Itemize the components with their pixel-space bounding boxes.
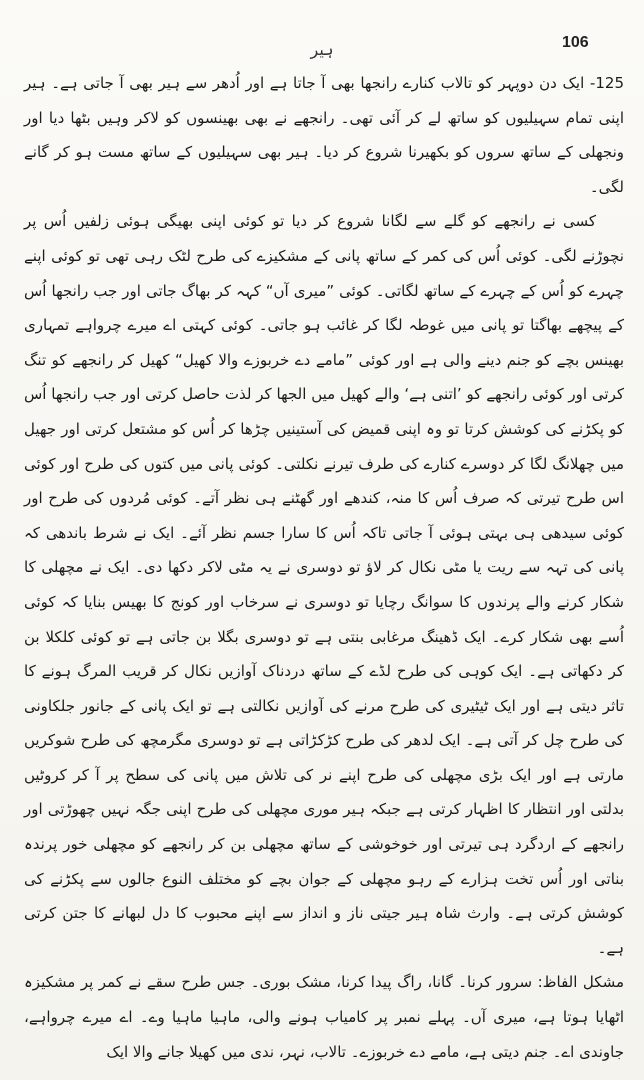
page-number: 106 — [562, 34, 589, 51]
glossary-paragraph: مشکل الفاظ: سرور کرنا۔ گانا، راگ پیدا کرنا، مشک بوری۔ جس طرح سقے نے کمر پر مشکیزہ اٹھایا ہوتا ہے، میری آں۔ پہلے نمبر پر کامیاب ہونے والی، ماہیا ماہیا وے۔ اے میرے چرواہے، جاوندی اے۔ جنم دیتی ہے، مامے دے خربوزے۔ تالاب، نہر، ندی میں کھیلا جانے والا ایک — [24, 973, 624, 1061]
running-head: ہیر — [310, 40, 334, 59]
body-text — [24, 66, 624, 1069]
paragraph-125: 125- ایک دن دوپہر کو تالاب کنارے رانجھا بھی آ جاتا ہے اور اُدھر سے ہیر بھی آ جاتی ہے۔ ہیر اپنی تمام سہیلیوں کو ساتھ لے کر آئی تھی۔ رانجھے نے بھی بھینسوں کو لاکر وہیں بٹھا دیا اور ونجھلی کے ساتھ سروں کو بکھیرنا شروع کر دیا۔ ہیر بھی سہیلیوں کے ساتھ مست ہو کر گانے لگی۔ — [24, 74, 624, 196]
paragraph-continued: کسی نے رانجھے کو گلے سے لگانا شروع کر دیا تو کوئی اپنی بھیگی ہوئی زلفیں اُس پر نچوڑنے لگی۔ کوئی اُس کی کمر کے ساتھ پانی کے مشکیزے کی طرح لٹک رہی تھی تو کوئی اپنے چہرے کو اُس کے چہرے کے ساتھ لگاتی۔ کوئی ”میری آں“ کہہ کر بھاگ جاتی اور جب رانجھا اُس کے پیچھے بھاگتا تو پانی میں غوطہ لگا کر غائب ہو جاتی۔ کوئی کہتی اے میرے چرواہے تمہاری بھینس بچے کو جنم دینے والی ہے اور کوئی ”مامے دے خربوزے والا کھیل“ کھیل کر رانجھے کو تنگ کرتی اور کوئی رانجھے کو ’اتنی ہے‘ والے کھیل میں الجھا کر لذت حاصل کرتی اور جب رانجھا اُس کو پکڑنے کی کوشش کرتا تو وہ اپنی قمیض کی آستینیں چڑھا کر اُس کو مشتعل کرتی اور جھیل میں چھلانگ لگا کر دوسرے کنارے کی طرف تیرنے نکلتی۔ کوئی پانی میں کتوں کی طرح اور کوئی اس طرح تیرتی کہ صرف اُس کا منہ، کندھے اور گھٹنے ہی نظر آتے۔ کوئی مُردوں کی طرح اور کوئی سیدھی ہی بہتی ہوئی آ جاتی تاکہ اُس کا سارا جسم نظر آئے۔ ایک نے شرط باندھی کہ پانی کی تہہ سے ریت یا مٹی نکال کر لاؤ تو دوسری نے یہ مٹی لاکر دکھا دی۔ ایک نے مچھلی کا شکار کرنے والے پرندوں کا سوانگ رچایا تو دوسری نے سرخاب اور کونج کا بھیس بنایا کہ کوئی اُسے بھی شکار کرے۔ ایک ڈھینگ مرغابی بنتی ہے تو دوسری بگلا بن جاتی ہے تو کوئی کلکلا بن کر دکھاتی ہے۔ ایک کوہی کی طرح لڈے کے ساتھ دردناک آوازیں نکال کر قریب المرگ ہونے کا تاثر دیتی ہے اور ایک ٹیٹیری کی طرح مرنے کی آوازیں نکالتی ہے تو ایک پانی کے جانور جلکاونی کی طرح چل کر آتی ہے۔ ایک لدھر کی طرح کڑکڑاتی ہے تو دوسری مگرمچھ کی طرح شوکریں مارتی ہے اور ایک بڑی مچھلی کی طرح اپنے نر کی تلاش میں پانی کی سطح پر آ کر کروٹیں بدلتی اور انتظار کا اظہار کرتی ہے جبکہ ہیر موری مچھلی کی طرح اپنی جگہ نہیں چھوڑتی اور رانجھے کے اردگرد ہی تیرتی اور خوخوشی کے ساتھ مچھلی بن کر رانجھے کو مچھلی خور پرندہ بناتی اور اُس تخت ہزارے کے رہو مچھلی کے جوان بچے کو مختلف النوع جالوں سے پکڑنے کی کوشش کرتی ہے۔ وارث شاہ ہیر جیتی ناز و انداز سے اپنے محبوب کا دل لبھانے کا جتن کرتی ہے۔ — [24, 212, 624, 957]
